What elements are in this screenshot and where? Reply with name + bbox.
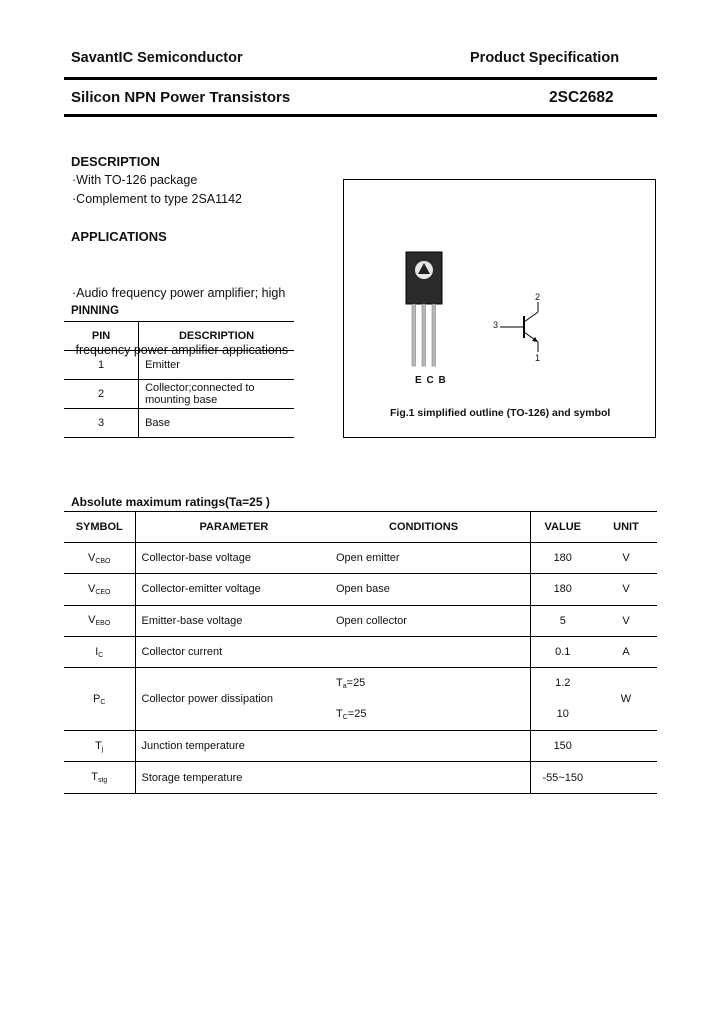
conditions-col-header: CONDITIONS (330, 512, 530, 543)
description-item: ·Complement to type 2SA1142 (72, 192, 243, 206)
header-rule-top (64, 77, 657, 80)
rating-parameter: Emitter-base voltage (135, 605, 330, 636)
rating-condition: Open emitter (330, 543, 530, 574)
rating-value: 5 (530, 605, 595, 636)
applications-item: ·Audio frequency power amplifier; high (72, 286, 286, 300)
rating-unit: V (595, 543, 657, 574)
rating-unit (595, 731, 657, 762)
header-rule-bottom (64, 114, 657, 117)
pin-number: 2 (64, 380, 139, 409)
rating-parameter: Collector-base voltage (135, 543, 330, 574)
company-name: SavantIC Semiconductor (71, 50, 243, 66)
rating-unit: V (595, 605, 657, 636)
pinning-table (64, 321, 294, 438)
rating-condition (330, 762, 530, 793)
rating-condition: Open base (330, 574, 530, 605)
doc-type: Product Specification (470, 50, 620, 66)
rating-symbol: $V_{CEO}$ (64, 574, 135, 605)
rating-symbol: $T_{stg}$ (64, 762, 135, 793)
description-item: ·With TO-126 package (72, 173, 198, 187)
rating-value: 180 (530, 574, 595, 605)
ratings-header-row (64, 512, 657, 543)
table-row (64, 731, 657, 762)
table-row (64, 574, 657, 605)
rating-value: -55~150 (530, 762, 595, 793)
table-row (64, 543, 657, 574)
product-line: Silicon NPN Power Transistors (71, 89, 291, 106)
description-list (72, 171, 242, 209)
desc-col-header: DESCRIPTION (139, 322, 294, 351)
table-row (64, 762, 657, 793)
rating-value: 1.2 10 (530, 668, 595, 731)
lead-labels: E C B (415, 375, 447, 386)
pinning-title: PINNING (71, 305, 119, 317)
pin-description: Emitter (139, 351, 294, 380)
figure-caption: Fig.1 simplified outline (TO-126) and symbol (390, 407, 611, 419)
ratings-title: Absolute maximum ratings(Ta=25 ) (71, 495, 270, 509)
symbol-pin-3: 3 (493, 320, 499, 330)
rating-value: 150 (530, 731, 595, 762)
rating-parameter: Collector power dissipation (135, 668, 330, 731)
table-row (64, 605, 657, 636)
unit-col-header: UNIT (595, 512, 657, 543)
rating-condition: Open collector (330, 605, 530, 636)
rating-parameter: Collector current (135, 636, 330, 667)
figure-box (343, 179, 656, 438)
rating-unit: W (595, 668, 657, 731)
rating-symbol: $V_{CBO}$ (64, 543, 135, 574)
pinning-header-row (64, 322, 294, 351)
symbol-pin-1: 1 (535, 353, 541, 363)
rating-value: 180 (530, 543, 595, 574)
table-row (64, 351, 294, 380)
applications-title: APPLICATIONS (71, 229, 167, 244)
to126-package-image (344, 180, 655, 437)
rating-condition (330, 731, 530, 762)
rating-symbol: $I_C$ (64, 636, 135, 667)
part-number: 2SC2682 (549, 89, 614, 106)
pin-col-header: PIN (64, 322, 139, 351)
pin-description: Base (139, 409, 294, 438)
table-row (64, 636, 657, 667)
rating-unit: V (595, 574, 657, 605)
rating-parameter: Storage temperature (135, 762, 330, 793)
rating-unit (595, 762, 657, 793)
value-col-header: VALUE (530, 512, 595, 543)
rating-parameter: Junction temperature (135, 731, 330, 762)
ratings-table (64, 511, 657, 794)
symbol-pin-2: 2 (535, 292, 541, 302)
rating-condition (330, 636, 530, 667)
rating-value: 0.1 (530, 636, 595, 667)
table-row (64, 380, 294, 409)
rating-unit: A (595, 636, 657, 667)
table-row (64, 409, 294, 438)
applications-item: frequency power amplifier applications (72, 343, 289, 357)
parameter-col-header: PARAMETER (135, 512, 330, 543)
pin-number: 3 (64, 409, 139, 438)
rating-condition: $T_a=25$ $T_C=25$ (330, 668, 530, 731)
description-title: DESCRIPTION (71, 154, 160, 169)
rating-symbol: $T_j$ (64, 731, 135, 762)
rating-symbol: $V_{EBO}$ (64, 605, 135, 636)
pin-number: 1 (64, 351, 139, 380)
symbol-col-header: SYMBOL (64, 512, 135, 543)
rating-parameter: Collector-emitter voltage (135, 574, 330, 605)
rating-symbol: $P_C$ (64, 668, 135, 731)
pin-description: Collector;connected to mounting base (139, 380, 294, 409)
table-row (64, 668, 657, 731)
